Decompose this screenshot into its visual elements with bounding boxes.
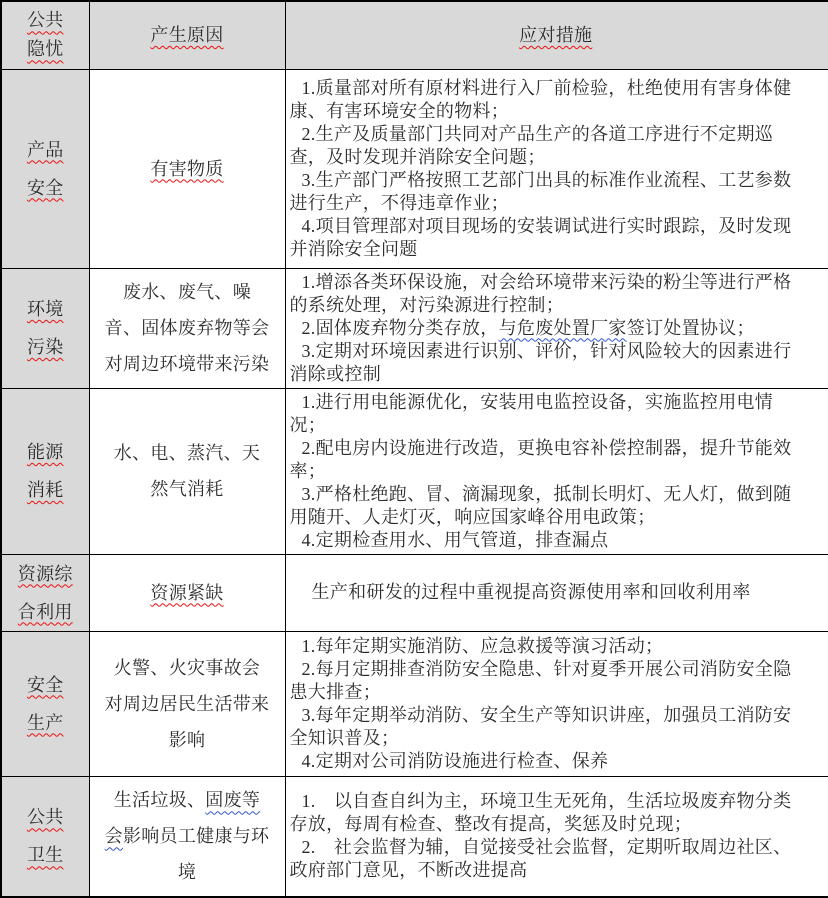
text-run: 率； bbox=[289, 460, 327, 481]
text-run: 4.项目管理部对项目现场的安装调试进行实时跟踪，及时发现 bbox=[301, 215, 792, 236]
spellcheck-blue-text: 与危废处置厂家 bbox=[498, 317, 627, 338]
spellcheck-red-text: 安全 bbox=[26, 177, 64, 198]
text-line bbox=[94, 782, 281, 818]
text-line bbox=[94, 310, 281, 346]
text-line bbox=[290, 859, 823, 882]
text-run: 火警、火灾事故会 bbox=[113, 657, 261, 678]
cell-resource-c2 bbox=[89, 554, 285, 631]
text-run: 消除或控制 bbox=[289, 363, 381, 384]
text-line bbox=[290, 506, 823, 529]
text-run: 康、有害环境安全的物料； bbox=[289, 100, 510, 121]
table-row-resource bbox=[1, 554, 828, 631]
table-row-env-pollution bbox=[1, 268, 828, 388]
text-line bbox=[290, 681, 823, 704]
cell-header-c1 bbox=[1, 1, 89, 69]
text-line bbox=[6, 290, 85, 328]
text-run: 查，及时发现并消除安全问题； bbox=[289, 146, 546, 167]
text-run: 3.定期对环境因素进行识别、评价，针对风险较大的因素进行 bbox=[301, 340, 792, 361]
spellcheck-red-text: 产生原因 bbox=[150, 24, 224, 45]
text-line bbox=[290, 529, 823, 552]
cell-product-safety-c3 bbox=[285, 69, 828, 268]
spellcheck-red-text: 资源紧缺 bbox=[150, 582, 224, 603]
text-line bbox=[6, 593, 85, 631]
text-line bbox=[6, 704, 85, 742]
text-line bbox=[290, 123, 823, 146]
text-line bbox=[290, 77, 823, 100]
text-line bbox=[290, 215, 823, 238]
text-run: 水、电、蒸汽、天 bbox=[113, 443, 261, 463]
table-row-energy bbox=[1, 388, 828, 554]
text-line bbox=[290, 836, 823, 859]
text-line bbox=[290, 238, 823, 261]
text-line bbox=[290, 483, 823, 506]
spellcheck-red-text: 环境 bbox=[26, 299, 64, 319]
text-line bbox=[6, 555, 85, 593]
text-run: 存放，每周有检查、整改有提高，奖惩及时兑现； bbox=[289, 814, 693, 835]
text-run: 4.定期检查用水、用气管道，排查漏点 bbox=[301, 529, 609, 550]
text-line bbox=[290, 581, 823, 604]
text-run: 的系统处理，对污染源进行控制； bbox=[289, 294, 564, 315]
text-line bbox=[6, 35, 85, 64]
text-line bbox=[6, 471, 85, 509]
cell-header-c3 bbox=[285, 1, 828, 69]
text-line bbox=[94, 722, 281, 758]
cell-public-health-c3 bbox=[285, 776, 828, 897]
text-line bbox=[6, 6, 85, 35]
text-line bbox=[94, 575, 281, 611]
text-line bbox=[6, 798, 85, 836]
text-line bbox=[6, 666, 85, 704]
text-line bbox=[6, 131, 85, 169]
text-run: 患大排查； bbox=[289, 681, 381, 702]
text-run: 生产和研发的过程中重视提高资源使用率和回收利用率 bbox=[311, 582, 751, 602]
text-run: 3.生产部门严格按照工艺部门出具的标准作业流程、工艺参数 bbox=[301, 169, 792, 190]
text-line bbox=[290, 146, 823, 169]
cell-env-pollution-c1 bbox=[1, 268, 89, 388]
cell-safety-production-c2 bbox=[89, 631, 285, 776]
spellcheck-red-text: 能源 bbox=[26, 442, 64, 462]
text-run: 生活垃圾、 bbox=[113, 790, 206, 811]
text-run: 况； bbox=[289, 414, 327, 435]
text-line bbox=[94, 274, 281, 310]
text-line bbox=[290, 100, 823, 123]
text-line bbox=[290, 704, 823, 727]
text-line bbox=[290, 790, 823, 813]
text-line bbox=[94, 650, 281, 686]
cell-header-c2 bbox=[89, 1, 285, 69]
cell-public-health-c2 bbox=[89, 776, 285, 897]
text-line bbox=[94, 686, 281, 722]
text-line bbox=[6, 836, 85, 874]
spellcheck-red-text: 合利用 bbox=[17, 601, 73, 622]
cell-energy-c3 bbox=[285, 388, 828, 554]
text-run: 1. 以自查自纠为主，环境卫生无死角，生活垃圾废弃物分类 bbox=[301, 791, 792, 812]
text-line bbox=[6, 169, 85, 207]
text-run: 境 bbox=[177, 862, 197, 883]
text-line bbox=[290, 317, 823, 340]
text-run: 2.固体废弃物分类存放， bbox=[301, 317, 499, 338]
text-run: 2. 社会监督为辅，自觉接受社会监督，定期听取周边社区、 bbox=[301, 837, 792, 858]
text-line bbox=[290, 192, 823, 215]
text-line bbox=[290, 169, 823, 192]
text-run: 签订处置协议； bbox=[626, 317, 755, 338]
spellcheck-red-text: 隐忧 bbox=[26, 39, 64, 60]
text-run: 1.每年定期实施消防、应急救援等演习活动； bbox=[301, 635, 664, 656]
text-run: 并消除安全问题 bbox=[289, 238, 418, 259]
table-row-public-health bbox=[1, 776, 828, 897]
text-line bbox=[290, 635, 823, 658]
cell-energy-c1 bbox=[1, 388, 89, 554]
spellcheck-red-text: 生产 bbox=[26, 712, 64, 733]
table-body bbox=[1, 1, 828, 897]
spellcheck-red-text: 公共 bbox=[26, 807, 64, 828]
spellcheck-red-text: 产品 bbox=[26, 139, 64, 160]
text-run: 废水、废气、噪 bbox=[122, 282, 252, 302]
text-line bbox=[290, 750, 823, 773]
text-run: 影响 bbox=[168, 729, 206, 750]
text-line bbox=[94, 471, 281, 507]
text-line bbox=[290, 414, 823, 437]
text-line bbox=[94, 435, 281, 471]
cell-env-pollution-c3 bbox=[285, 268, 828, 388]
cell-safety-production-c1 bbox=[1, 631, 89, 776]
text-line bbox=[94, 21, 281, 50]
text-run: 然气消耗 bbox=[150, 479, 224, 499]
text-line bbox=[94, 151, 281, 187]
spellcheck-red-text: 公共 bbox=[26, 10, 64, 31]
text-run: 影响员工健康与环 bbox=[122, 826, 270, 847]
cell-product-safety-c2 bbox=[89, 69, 285, 268]
text-line bbox=[290, 460, 823, 483]
table-row-safety-production bbox=[1, 631, 828, 776]
table-row-product-safety bbox=[1, 69, 828, 268]
text-line bbox=[290, 271, 823, 294]
text-line bbox=[94, 346, 281, 382]
text-line bbox=[290, 727, 823, 750]
cell-product-safety-c1 bbox=[1, 69, 89, 268]
text-line bbox=[290, 363, 823, 386]
text-run: 用随开、人走灯灭，响应国家峰谷用电政策； bbox=[289, 506, 656, 527]
spellcheck-blue-text: 固废等 bbox=[205, 790, 261, 811]
text-run: 1.增添各类环保设施，对会给环境带来污染的粉尘等进行严格 bbox=[301, 271, 792, 292]
cell-safety-production-c3 bbox=[285, 631, 828, 776]
text-line bbox=[290, 391, 823, 414]
spellcheck-red-text: 有害物质 bbox=[150, 158, 224, 179]
text-run: 3.严格杜绝跑、冒、滴漏现象，抵制长明灯、无人灯，做到随 bbox=[301, 483, 792, 504]
text-line bbox=[94, 854, 281, 890]
text-run: 1.质量部对所有原材料进行入厂前检验，杜绝使用有害身体健 bbox=[301, 77, 792, 98]
text-run: 音、固体废弃物等会 bbox=[104, 318, 270, 338]
spellcheck-red-text: 应对措施 bbox=[519, 24, 593, 45]
cell-public-health-c1 bbox=[1, 776, 89, 897]
text-run: 1.进行用电能源优化，安装用电监控设备，实施监控用电情 bbox=[301, 391, 774, 412]
cell-resource-c3 bbox=[285, 554, 828, 631]
text-run: 对周边居民生活带来 bbox=[104, 693, 270, 714]
spellcheck-red-text: 安全 bbox=[26, 674, 64, 695]
spellcheck-red-text: 污染 bbox=[26, 337, 64, 357]
text-run: 政府部门意见，不断改进提高 bbox=[289, 860, 528, 881]
text-run: 2.每月定期排查消防安全隐患、针对夏季开展公司消防安全隐 bbox=[301, 658, 792, 679]
text-line bbox=[290, 340, 823, 363]
cell-env-pollution-c2 bbox=[89, 268, 285, 388]
text-line bbox=[6, 328, 85, 366]
text-line bbox=[94, 818, 281, 854]
cell-resource-c1 bbox=[1, 554, 89, 631]
spellcheck-red-text: 消耗 bbox=[26, 480, 64, 500]
text-line bbox=[290, 813, 823, 836]
text-line bbox=[290, 658, 823, 681]
text-run: 进行生产，不得违章作业； bbox=[289, 192, 510, 213]
text-run: 对周边环境带来污染 bbox=[104, 354, 270, 374]
table-row-header bbox=[1, 1, 828, 69]
text-run: 4.定期对公司消防设施进行检查、保养 bbox=[301, 750, 609, 771]
text-run: 全知识普及； bbox=[289, 727, 400, 748]
cell-energy-c2 bbox=[89, 388, 285, 554]
text-line bbox=[290, 21, 823, 50]
spellcheck-red-text: 资源综 bbox=[17, 563, 73, 584]
text-line bbox=[290, 294, 823, 317]
text-line bbox=[6, 433, 85, 471]
text-run: 2.生产及质量部门共同对产品生产的各道工序进行不定期巡 bbox=[301, 123, 774, 144]
text-run: 2.配电房内设施进行改造，更换电容补偿控制器，提升节能效 bbox=[301, 437, 792, 458]
text-run: 3.每年定期举动消防、安全生产等知识讲座，加强员工消防安 bbox=[301, 704, 792, 725]
text-line bbox=[290, 437, 823, 460]
spellcheck-red-text: 卫生 bbox=[26, 845, 64, 866]
spellcheck-blue-text: 会 bbox=[104, 826, 123, 847]
